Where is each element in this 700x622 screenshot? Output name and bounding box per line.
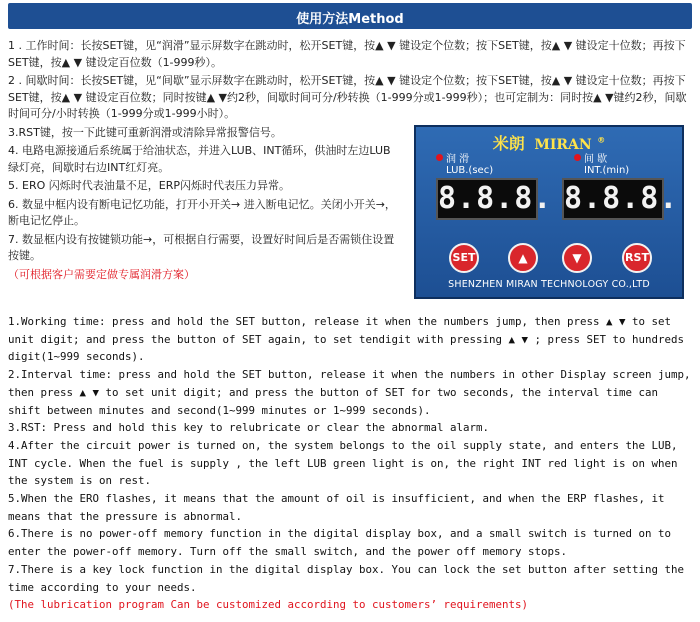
int-label-cn: 间 歇: [584, 154, 608, 165]
en-custom-note: (The lubrication program Can be customized according to customers’ requirements): [8, 598, 529, 612]
cn-step-2: 2 . 间歇时间：长按SET键，见“间歇”显示屏数字在跳动时，松开SET键，按▲ ▼ 键设定个位数；按下SET键，按▲ ▼ 键设定十位数；再按下SET键，按▲ ▼ 键设定百位数；同时按键▲ ▼约2秒，间歇时间可分/秒转换（1-999分或1-999秒）；也可定制为：同时按▲ ▼键约2秒，间歇时间可分/小时转换（1-999分或1-999小时）。: [8, 74, 687, 120]
int-label-en: INT.(min): [584, 165, 630, 176]
int-indicator-icon: [574, 154, 581, 161]
en-step-1: 1.Working time: press and hold the SET button, release it when the numbers jump, then press ▲ ▼ to set unit digit; and press the button of SET again, to set tendigit with pressing ▲ ▼ ; press SET to hundreds digit(1~999 seconds).: [8, 315, 685, 364]
cn-step-1: 1 . 工作时间：长按SET键，见“润滑”显示屏数字在跳动时，松开SET键，按▲ ▼ 键设定个位数；按下SET键，按▲ ▼ 键设定十位数；再按下SET键，按▲ ▼ 键设定百位数（1-999秒）。: [8, 39, 686, 69]
int-display: 8.8.8.: [562, 178, 664, 220]
en-step-4: 4.After the circuit power is turned on, the system belongs to the oil supply state, and enters the LUB, INT cycle. When the fuel is supply , the left LUB green light is on, the right INT red light is on when the system is on rest.: [8, 438, 678, 488]
en-step-6: 6.There is no power-off memory function in the digital display box, and a small switch is turned on to enter the power-off memory. Turn off the small switch, and the power off memory stops.: [8, 527, 672, 559]
lub-display: 8.8.8.: [436, 178, 538, 220]
en-step-5: 5.When the ERO flashes, it means that the amount of oil is insufficient, and when the ERP flashes, it means that the pressure is abnormal.: [8, 492, 665, 523]
english-instructions: [8, 313, 692, 614]
lub-label: [436, 154, 493, 176]
cn-step-4: 4. 电路电源接通后系统属于给油状态，并进入LUB、INT循环，供油时左边LUB绿灯亮，间歇时右边INT红灯亮。: [8, 144, 391, 174]
en-step-7: 7.There is a key lock function in the digital display box. You can lock the set button after setting the time according to your needs.: [8, 562, 685, 594]
cn-step-6: 6. 数显中框内设有断电记忆功能，打开小开关→ 进入断电记忆。关闭小开关→，断电记忆停止。: [8, 197, 396, 227]
registered-mark: ®: [597, 135, 606, 145]
company-footer: SHENZHEN MIRAN TECHNOLOGY CO.,LTD: [448, 279, 650, 290]
banner-title: 使用方法Method: [296, 12, 404, 27]
lub-indicator-icon: [436, 154, 443, 161]
brand-en: MIRAN: [534, 137, 592, 153]
cn-step-7: 7. 数显框内设有按键锁功能→，可根据自行需要，设置好时间后是否需锁住设置按键。: [8, 232, 395, 262]
up-button[interactable]: ▲: [508, 243, 538, 273]
down-button[interactable]: ▼: [562, 243, 592, 273]
cn-step-5: 5. ERO 闪烁时代表油量不足，ERP闪烁时代表压力异常。: [8, 179, 290, 192]
int-label: [574, 154, 629, 176]
brand-cn: 米朗: [492, 134, 525, 153]
en-step-2: 2.Interval time: press and hold the SET button, release it when the numbers in other Display screen jump, then press ▲ ▼ to set unit digit; and press the button of SET for two seconds, the interval time can shift between minutes and second(1~999 minutes or 1~999 seconds).: [8, 368, 691, 417]
en-step-3: 3.RST: Press and hold this key to relubricate or clear the abnormal alarm.: [8, 421, 490, 435]
set-button[interactable]: SET: [449, 243, 479, 273]
cn-step-3: 3.RST键，按一下此键可重新润滑或清除异常报警信号。: [8, 125, 282, 139]
title-banner: [8, 3, 692, 29]
brand-logo: [416, 131, 682, 154]
cn-custom-note: （可根据客户需要定做专属润滑方案）: [8, 267, 195, 281]
lub-label-cn: 润 滑: [446, 154, 470, 165]
rst-button[interactable]: RST: [622, 243, 652, 273]
controller-panel: [414, 125, 684, 299]
lub-label-en: LUB.(sec): [446, 165, 494, 176]
